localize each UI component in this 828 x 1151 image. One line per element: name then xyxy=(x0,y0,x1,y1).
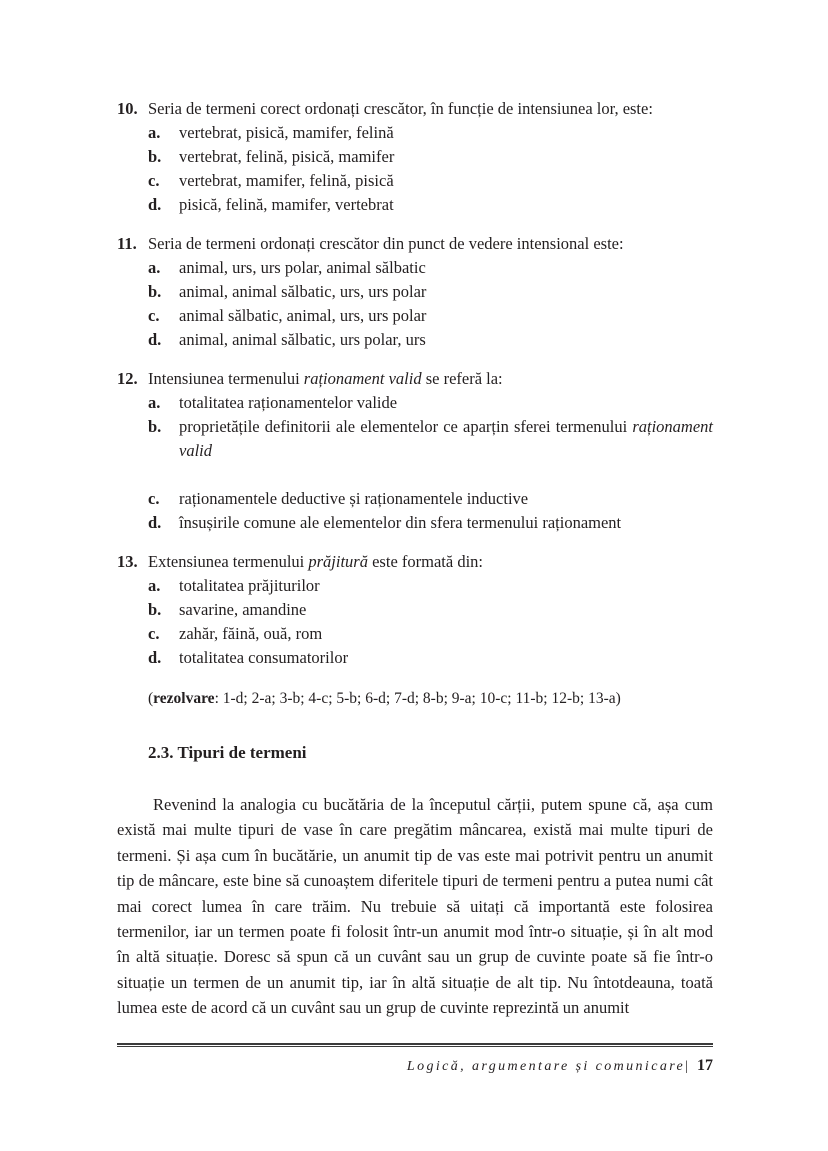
option-letter: b. xyxy=(148,417,162,436)
option-text: animal, animal sălbatic, urs, urs polar xyxy=(179,282,427,301)
option-text: vertebrat, pisică, mamifer, felină xyxy=(179,123,394,142)
option-text: savarine, amandine xyxy=(179,600,307,619)
question-number: 12. xyxy=(117,369,138,388)
option-text: însușirile comune ale elementelor din sfera termenului raționament xyxy=(179,513,622,532)
question-number: 11. xyxy=(117,234,137,253)
option-letter: d. xyxy=(148,195,162,214)
option-item xyxy=(117,256,713,280)
question-prompt-row xyxy=(117,549,713,574)
option-letter: a. xyxy=(148,123,161,142)
question-prompt xyxy=(148,549,713,574)
page-footer xyxy=(117,1043,713,1077)
question-prompt: Seria de termeni corect ordonați crescător, în funcție de intensiunea lor, este: xyxy=(148,99,653,118)
answer-key-open-paren: ( xyxy=(148,690,154,707)
option-item xyxy=(117,391,713,415)
prompt-text-post: este formată din: xyxy=(367,552,483,571)
option-letter: d. xyxy=(148,648,162,667)
footer-separator: | xyxy=(685,1059,688,1074)
prompt-text-pre: Intensiunea termenului xyxy=(148,369,304,388)
prompt-text-post: se referă la: xyxy=(421,369,503,388)
option-list xyxy=(117,391,713,535)
option-list xyxy=(117,574,713,670)
option-item xyxy=(117,280,713,304)
question-prompt: Seria de termeni ordonați crescător din punct de vedere intensional este: xyxy=(148,234,624,253)
question-block-12 xyxy=(117,366,713,535)
option-letter: c. xyxy=(148,171,160,190)
question-number: 13. xyxy=(117,552,138,571)
option-text: animal sălbatic, animal, urs, urs polar xyxy=(179,306,427,325)
option-letter: a. xyxy=(148,258,161,277)
option-letter: c. xyxy=(148,306,160,325)
question-block-13 xyxy=(117,549,713,670)
option-item xyxy=(117,511,713,535)
option-item xyxy=(117,487,713,511)
option-text: vertebrat, mamifer, felină, pisică xyxy=(179,171,394,190)
option-text-main: proprietățile definitorii ale elementelor ce aparțin sferei termenului xyxy=(179,417,633,436)
option-letter: a. xyxy=(148,393,161,412)
option-text: animal, animal sălbatic, urs polar, urs xyxy=(179,330,426,349)
answer-key-answers: : 1-d; 2-a; 3-b; 4-c; 5-b; 6-d; 7-d; 8-b; 9-a; 10-c; 11-b; 12-b; 13-a) xyxy=(214,690,621,707)
body-paragraph: Revenind la analogia cu bucătăria de la începutul cărții, putem spune că, așa cum există mai multe tipuri de vase în care pregătim mâncarea, există mai multe tipuri de termeni. Și așa cum în bucătărie, un anumit tip de vas este mai potrivit pentru un anumit tip de mâncare, este bine să cunoaștem diferitele tipuri de termeni pentru a putea numi cât mai corect lumea în care trăim. Nu trebuie să uitați că importantă este folosirea termenilor, iar un termen poate fi folosit într-un anumit mod într-o situație, și în alt mod în altă situație. Doresc să spun că un cuvânt sau un grup de cuvinte poate să fie într-o situație un termen de un anumit tip, iar în altă situație de alt tip. Nu întotdeauna, toată lumea este de acord că un cuvânt sau un grup de cuvinte reprezintă un anumit xyxy=(117,795,713,1018)
option-item xyxy=(117,169,713,193)
option-letter: b. xyxy=(148,600,162,619)
prompt-text-pre: Extensiunea termenului xyxy=(148,552,309,571)
option-letter: d. xyxy=(148,330,162,349)
option-text xyxy=(179,415,713,487)
option-text: totalitatea raționamentelor valide xyxy=(179,393,398,412)
prompt-term-italic: raționament valid xyxy=(303,369,422,388)
question-prompt xyxy=(148,366,713,391)
option-text: raționamentele deductive și raționamentele inductive xyxy=(179,489,529,508)
footer-book-title: Logică, argumentare și comunicare xyxy=(406,1059,686,1074)
option-letter: d. xyxy=(148,513,162,532)
option-text: pisică, felină, mamifer, vertebrat xyxy=(179,195,394,214)
option-text: totalitatea consumatorilor xyxy=(179,648,349,667)
option-term-italic: raționament valid xyxy=(179,417,713,460)
option-item xyxy=(117,622,713,646)
option-item xyxy=(117,646,713,670)
option-text: zahăr, făină, ouă, rom xyxy=(179,624,323,643)
answer-key-label: rezolvare xyxy=(153,690,215,707)
option-item xyxy=(117,328,713,352)
question-prompt-row xyxy=(117,366,713,391)
option-letter: b. xyxy=(148,147,162,166)
option-text: totalitatea prăjiturilor xyxy=(179,576,320,595)
page-number: 17 xyxy=(697,1057,713,1074)
option-item xyxy=(117,145,713,169)
option-item xyxy=(117,574,713,598)
question-block-10 xyxy=(117,96,713,217)
question-prompt-row xyxy=(117,231,713,256)
page-content xyxy=(117,96,713,1021)
option-list xyxy=(117,121,713,217)
option-text: vertebrat, felină, pisică, mamifer xyxy=(179,147,395,166)
section-heading: 2.3. Tipuri de termeni xyxy=(148,743,307,762)
option-text: animal, urs, urs polar, animal sălbatic xyxy=(179,258,426,277)
option-item xyxy=(117,121,713,145)
option-letter: b. xyxy=(148,282,162,301)
option-letter: c. xyxy=(148,624,160,643)
footer-rule xyxy=(117,1043,713,1047)
option-list xyxy=(117,256,713,352)
question-number: 10. xyxy=(117,99,138,118)
question-block-11 xyxy=(117,231,713,352)
option-item xyxy=(117,193,713,217)
option-letter: c. xyxy=(148,489,160,508)
question-prompt-row xyxy=(117,96,713,121)
footer-text xyxy=(117,1056,713,1077)
option-item xyxy=(117,304,713,328)
answer-key xyxy=(148,687,713,711)
prompt-term-italic: prăjitură xyxy=(308,552,368,571)
option-letter: a. xyxy=(148,576,161,595)
option-item xyxy=(117,415,713,487)
option-item xyxy=(117,598,713,622)
